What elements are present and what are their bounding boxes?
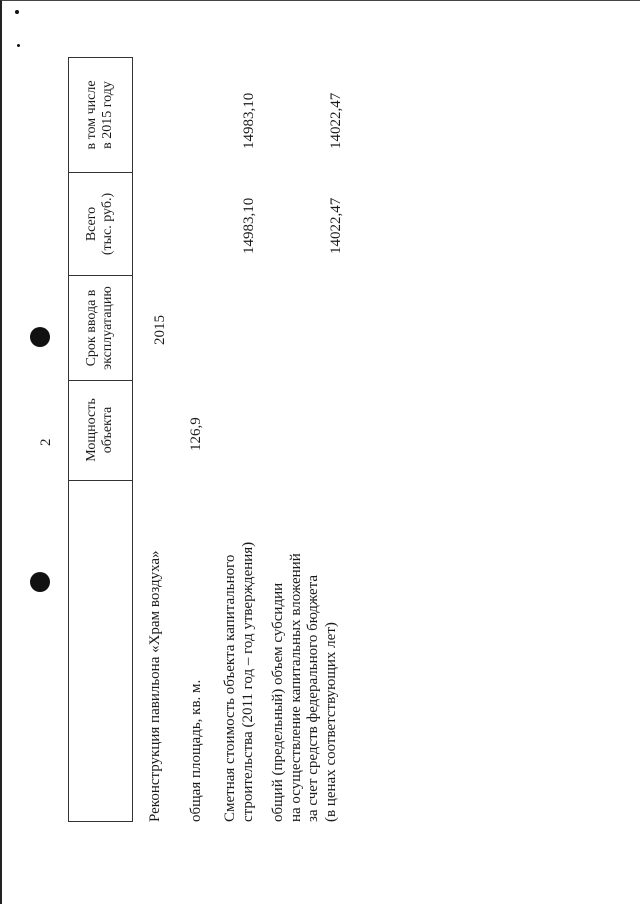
row-label-estimated-cost: [222, 542, 257, 822]
header-line: в 2015 году: [100, 81, 115, 149]
punch-hole-mark: [30, 327, 50, 347]
row-label-line: (в ценах соответствующих лет): [322, 622, 339, 822]
punch-hole-mark: [30, 572, 50, 592]
value-cost-total: 14983,10: [241, 197, 257, 254]
row-label-line: на осуществление капитальных вложений: [287, 553, 304, 822]
value-cost-in-2015: 14983,10: [241, 92, 257, 149]
value-subsidy-in-2015: 14022,47: [328, 92, 344, 149]
row-label-line: за счет средств федерального бюджета: [305, 574, 321, 822]
page-number: 2: [38, 438, 54, 446]
scan-speck: [17, 44, 20, 47]
table-divider: [68, 380, 133, 381]
row-label-object: [147, 550, 165, 822]
table-divider: [68, 275, 133, 276]
header-line: Мощность: [84, 398, 99, 462]
row-label-line: общая площадь, кв. м.: [188, 679, 204, 822]
row-label-area: [188, 680, 206, 822]
header-line: (тыс. руб.): [100, 192, 115, 256]
row-label-line: Реконструкция павильона «Храм воздуха»: [147, 550, 163, 822]
header-line: Срок ввода в: [84, 289, 99, 367]
value-commissioning-year: 2015: [152, 315, 168, 345]
value-area-capacity: 126,9: [188, 417, 204, 451]
row-label-line: общий (предельный) объем субсидии: [270, 582, 286, 822]
table-divider: [68, 172, 133, 173]
header-line: эксплуатацию: [100, 286, 115, 370]
row-label-subsidy: [270, 553, 340, 822]
header-in-2015: [84, 80, 116, 149]
header-line: объекта: [100, 406, 115, 454]
row-label-line: строительства (2011 год – год утверждения): [239, 541, 256, 822]
row-label-line: Сметная стоимость объекта капитального: [222, 554, 238, 822]
header-line: в том числе: [84, 80, 99, 150]
header-total: [84, 193, 116, 255]
scan-speck: [15, 10, 19, 14]
table-border-bottom: [68, 821, 133, 822]
header-line: Всего: [84, 206, 99, 242]
header-capacity: [84, 398, 116, 461]
header-commissioning: [84, 286, 116, 370]
table-divider: [68, 480, 133, 481]
table-border-top: [68, 57, 133, 58]
value-subsidy-total: 14022,47: [328, 197, 344, 254]
